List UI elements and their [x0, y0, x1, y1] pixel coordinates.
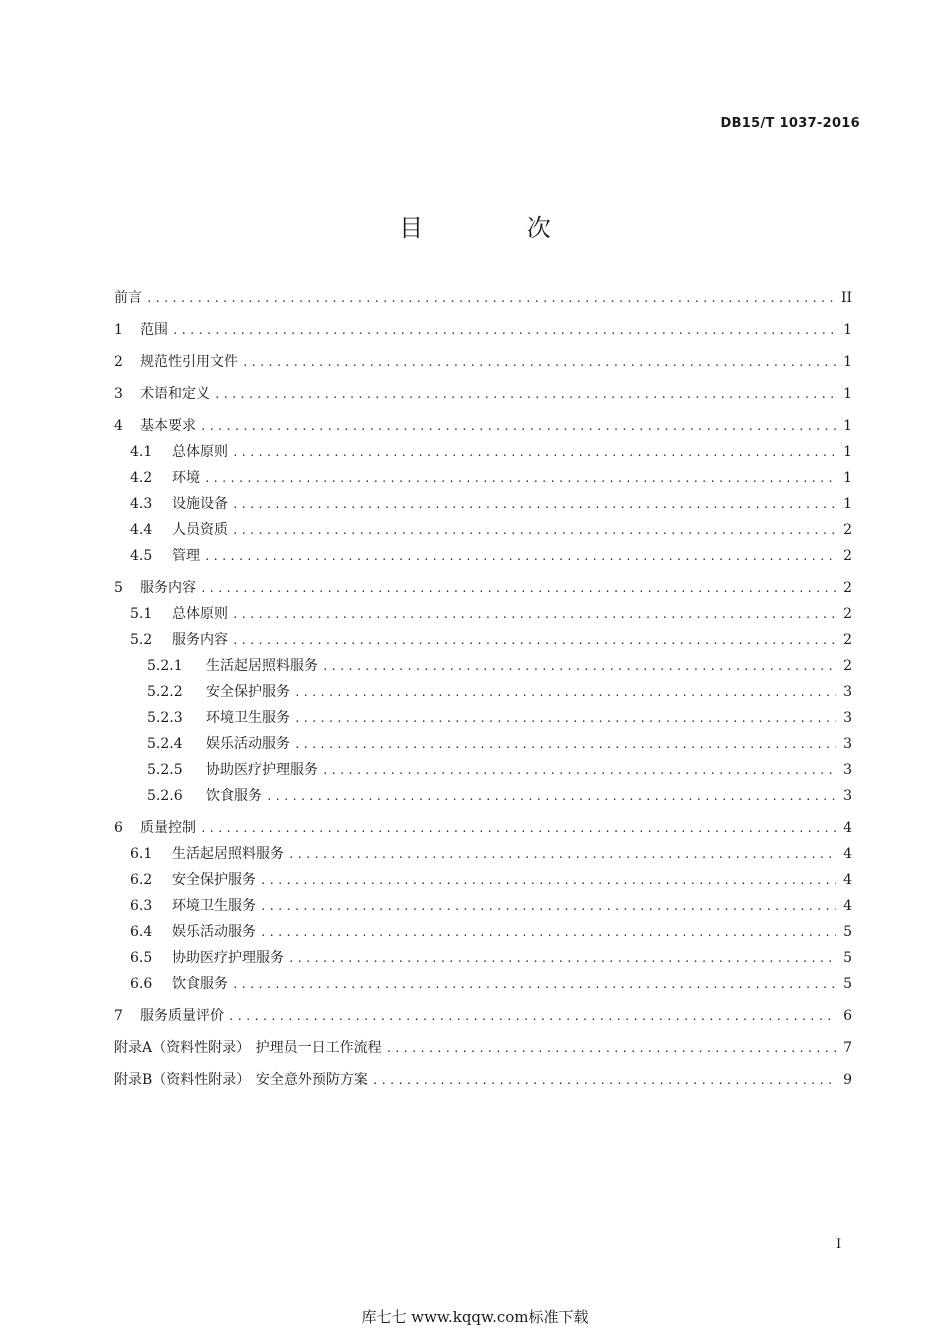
dot-leader — [200, 579, 836, 599]
toc-entry-4-4[interactable]: 4.4 人员资质 ..... 2 — [114, 520, 852, 541]
dot-leader — [232, 631, 836, 651]
toc-entry-6-3[interactable]: 6.3 环境卫生服务 ..... 4 — [114, 896, 852, 917]
dot-leader — [260, 923, 836, 943]
toc-entry-5[interactable]: 5 服务内容 ..... 2 — [114, 578, 852, 599]
page-title: 目 次 — [399, 214, 599, 242]
dot-leader — [288, 949, 836, 969]
footer-watermark: 库七七 www.kqqw.com标准下载 — [361, 1308, 589, 1326]
toc-entry-4[interactable]: 4 基本要求 ..... 1 — [114, 416, 852, 437]
dot-leader — [228, 1007, 836, 1027]
toc-entry-6-5[interactable]: 6.5 协助医疗护理服务 ..... 5 — [114, 948, 852, 969]
dot-leader — [294, 735, 836, 755]
toc-entry-6[interactable]: 6 质量控制 ..... 4 — [114, 818, 852, 839]
toc-entry-4-3[interactable]: 4.3 设施设备 ..... 1 — [114, 494, 852, 515]
toc-entry-appendix-b[interactable]: 附录B（资料性附录） 安全意外预防方案 ..... 9 — [114, 1070, 852, 1091]
page-number: I — [836, 1237, 842, 1252]
toc-entry-appendix-a[interactable]: 附录A（资料性附录） 护理员一日工作流程 ..... 7 — [114, 1038, 852, 1059]
toc-entry-foreword[interactable]: 前言 ..... II — [114, 288, 852, 309]
toc-entry-1[interactable]: 1 范围 ..... 1 — [114, 320, 852, 341]
dot-leader — [322, 657, 836, 677]
dot-leader — [214, 385, 836, 405]
toc-entry-5-2-6[interactable]: 5.2.6 饮食服务 ..... 3 — [114, 786, 852, 807]
dot-leader — [232, 521, 836, 541]
dot-leader — [204, 547, 836, 567]
dot-leader — [294, 683, 836, 703]
dot-leader — [266, 787, 836, 807]
dot-leader — [260, 871, 836, 891]
dot-leader — [260, 897, 836, 917]
toc-entry-4-5[interactable]: 4.5 管理 ..... 2 — [114, 546, 852, 567]
document-code: DB15/T 1037-2016 — [720, 116, 860, 131]
dot-leader — [288, 845, 836, 865]
toc-entry-5-2-1[interactable]: 5.2.1 生活起居照料服务 ..... 2 — [114, 656, 852, 677]
toc-entry-5-2-3[interactable]: 5.2.3 环境卫生服务 ..... 3 — [114, 708, 852, 729]
toc-entry-7[interactable]: 7 服务质量评价 ..... 6 — [114, 1006, 852, 1027]
toc-entry-3[interactable]: 3 术语和定义 ..... 1 — [114, 384, 852, 405]
dot-leader — [232, 605, 836, 625]
toc-entry-4-1[interactable]: 4.1 总体原则 ..... 1 — [114, 442, 852, 463]
toc-entry-5-1[interactable]: 5.1 总体原则 ..... 2 — [114, 604, 852, 625]
toc-entry-2[interactable]: 2 规范性引用文件 ..... 1 — [114, 352, 852, 373]
toc-entry-5-2-2[interactable]: 5.2.2 安全保护服务 ..... 3 — [114, 682, 852, 703]
dot-leader — [200, 417, 836, 437]
toc-entry-6-2[interactable]: 6.2 安全保护服务 ..... 4 — [114, 870, 852, 891]
table-of-contents — [114, 288, 852, 1091]
dot-leader — [294, 709, 836, 729]
toc-entry-6-6[interactable]: 6.6 饮食服务 ..... 5 — [114, 974, 852, 995]
dot-leader — [200, 819, 836, 839]
dot-leader — [232, 495, 836, 515]
dot-leader — [372, 1071, 836, 1091]
dot-leader — [146, 289, 836, 309]
toc-entry-6-1[interactable]: 6.1 生活起居照料服务 ..... 4 — [114, 844, 852, 865]
toc-entry-5-2-5[interactable]: 5.2.5 协助医疗护理服务 ..... 3 — [114, 760, 852, 781]
dot-leader — [386, 1039, 836, 1059]
dot-leader — [242, 353, 836, 373]
dot-leader — [232, 975, 836, 995]
dot-leader — [204, 469, 836, 489]
toc-entry-5-2-4[interactable]: 5.2.4 娱乐活动服务 ..... 3 — [114, 734, 852, 755]
dot-leader — [232, 443, 836, 463]
dot-leader — [322, 761, 836, 781]
toc-entry-6-4[interactable]: 6.4 娱乐活动服务 ..... 5 — [114, 922, 852, 943]
dot-leader — [172, 321, 836, 341]
toc-entry-5-2[interactable]: 5.2 服务内容 ..... 2 — [114, 630, 852, 651]
toc-entry-4-2[interactable]: 4.2 环境 ..... 1 — [114, 468, 852, 489]
